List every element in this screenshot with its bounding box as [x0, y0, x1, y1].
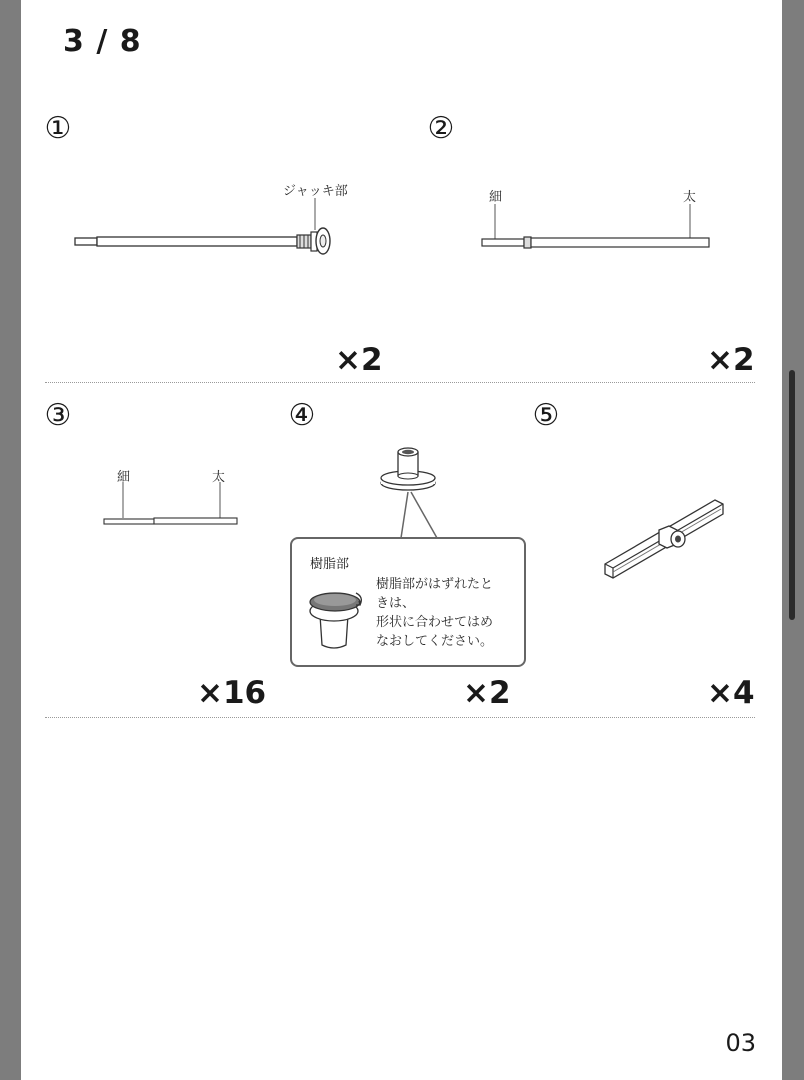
part-1-jack-pole-illustration [75, 196, 335, 266]
part-4-number: ④ [288, 398, 316, 433]
part-1-quantity: ×2 [335, 342, 383, 378]
part-2-thick-label: 太 [683, 190, 697, 205]
part-3-number: ③ [44, 398, 72, 433]
callout-line-1: 樹脂部がはずれたと [376, 577, 494, 592]
part-3-bar-illustration [103, 480, 243, 530]
section-divider-2 [45, 717, 755, 718]
callout-line-4: なおしてください。 [376, 634, 494, 649]
part-2-thin-label: 細 [489, 190, 503, 205]
part-3-thin-label: 細 [117, 470, 131, 485]
section-divider-1 [45, 382, 755, 383]
part-1-jack-label: ジャッキ部 [283, 184, 348, 199]
part-5-number: ⑤ [532, 398, 560, 433]
part-3-thick-label: 太 [212, 470, 226, 485]
part-2-number: ② [427, 111, 455, 146]
callout-title: 樹脂部 [310, 557, 350, 572]
page-number: 03 [725, 1029, 756, 1057]
part-3-quantity: ×16 [197, 675, 267, 711]
part-5-bracket-illustration [603, 492, 733, 586]
part-4-cap-illustration [371, 440, 471, 550]
document-page [21, 0, 782, 1080]
resin-part-callout [290, 537, 526, 667]
page-indicator: 3 / 8 [63, 24, 142, 59]
part-2-quantity: ×2 [707, 342, 755, 378]
resin-part-icon [308, 587, 368, 653]
part-2-pole-illustration [481, 200, 711, 260]
scrollbar-thumb[interactable] [789, 370, 795, 620]
part-1-number: ① [44, 111, 72, 146]
callout-instructions [376, 575, 521, 651]
part-5-quantity: ×4 [707, 675, 755, 711]
callout-line-3: 形状に合わせてはめ [376, 615, 494, 630]
part-4-quantity: ×2 [463, 675, 511, 711]
callout-line-2: きは、 [376, 596, 416, 611]
